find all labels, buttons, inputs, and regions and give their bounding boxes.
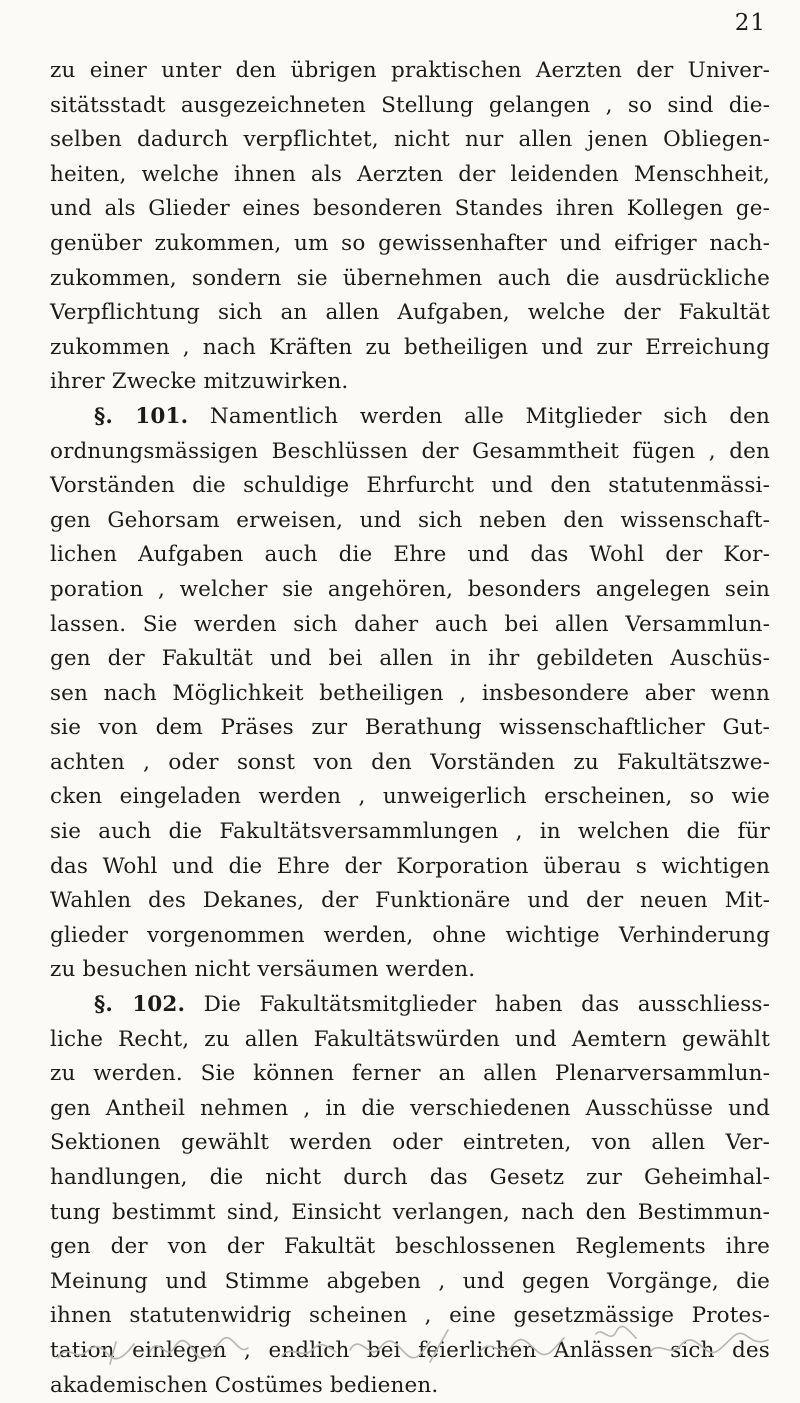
text-line: Vorständen die schuldige Ehrfurcht und den statutenmässi-	[50, 473, 770, 499]
text-line: gen der von der Fakultät beschlossenen Reglements ihre	[50, 1234, 770, 1260]
text-line: ihrer Zwecke mitzuwirken.	[50, 369, 349, 395]
text-line: sie von dem Präses zur Berathung wissenschaftlicher Gut-	[50, 715, 770, 741]
text-line: zukommen , nach Kräften zu betheiligen und zur Erreichung	[50, 334, 770, 360]
text-line: zu werden. Sie können ferner an allen Plenarversammlun-	[50, 1061, 770, 1087]
text-line: genüber zukommen, um so gewissenhafter und eifriger nach-	[50, 230, 770, 256]
text-line: Meinung und Stimme abgeben , und gegen Vorgänge, die	[50, 1268, 770, 1294]
text-line: Verpflichtung sich an allen Aufgaben, welche der Fakultät	[50, 300, 770, 326]
text-line: sitätsstadt ausgezeichneten Stellung gelangen , so sind die-	[50, 92, 770, 118]
text-line: poration , welcher sie angehören, besonders angelegen sein	[50, 576, 770, 602]
text-line: lassen. Sie werden sich daher auch bei allen Versammlun-	[50, 611, 770, 637]
line-text: Namentlich werden alle Mitglieder sich den	[188, 403, 770, 429]
section-number: §. 102.	[94, 992, 186, 1018]
text-line: lichen Aufgaben auch die Ehre und das Wohl der Kor-	[50, 542, 770, 568]
text-line: und als Glieder eines besonderen Standes ihren Kollegen ge-	[50, 196, 770, 222]
text-line: achten , oder sonst von den Vorständen zu Fakultätszwe-	[50, 749, 770, 775]
text-line: tung bestimmt sind, Einsicht verlangen, nach den Bestimmun-	[50, 1199, 770, 1225]
text-line: Wahlen des Dekanes, der Funktionäre und der neuen Mit-	[50, 888, 770, 914]
text-line: zukommen, sondern sie übernehmen auch die ausdrückliche	[50, 265, 770, 291]
text-line: selben dadurch verpflichtet, nicht nur allen jenen Obliegen-	[50, 127, 770, 153]
handwritten-scribble	[50, 1322, 780, 1366]
text-line: ihnen statutenwidrig scheinen , eine gesetzmässige Protes-	[50, 1303, 770, 1329]
line-text: Die Fakultätsmitglieder haben das ausschliess-	[185, 992, 770, 1018]
text-line: Sektionen gewählt werden oder eintreten, von allen Ver-	[50, 1130, 770, 1156]
text-line: gen der Fakultät und bei allen in ihr gebildeten Auschüs-	[50, 646, 770, 672]
body-text	[50, 54, 770, 1403]
text-line: gen Gehorsam erweisen, und sich neben den wissenschaft-	[50, 507, 770, 533]
text-line: zu einer unter den übrigen praktischen Aerzten der Univer-	[50, 58, 770, 83]
page-number: 21	[734, 10, 766, 36]
text-line	[50, 988, 770, 1023]
text-line: glieder vorgenommen werden, ohne wichtige Verhinderung	[50, 922, 770, 948]
text-line: sie auch die Fakultätsversammlungen , in welchen die für	[50, 819, 770, 845]
text-line: ordnungsmässigen Beschlüssen der Gesammtheit fügen , den	[50, 438, 770, 464]
text-line: cken eingeladen werden , unweigerlich erscheinen, so wie	[50, 784, 770, 810]
text-line: zu besuchen nicht versäumen werden.	[50, 957, 476, 983]
text-line: akademischen Costümes bedienen.	[50, 1372, 439, 1398]
text-line: liche Recht, zu allen Fakultätswürden und Aemtern gewählt	[50, 1026, 770, 1052]
text-line: handlungen, die nicht durch das Gesetz zur Geheimhal-	[50, 1165, 770, 1190]
text-line	[50, 400, 770, 435]
text-line: das Wohl und die Ehre der Korporation überau s wichtigen	[50, 853, 770, 879]
section-number: §. 101.	[94, 403, 189, 429]
text-line: heiten, welche ihnen als Aerzten der leidenden Menschheit,	[50, 161, 770, 187]
text-line: tation einlegen , endlich bei feierlichen Anlässen sich des	[50, 1337, 770, 1363]
text-line: sen nach Möglichkeit betheiligen , insbesondere aber wenn	[50, 680, 770, 706]
text-line: gen Antheil nehmen , in die verschiedenen Ausschüsse und	[50, 1095, 770, 1121]
